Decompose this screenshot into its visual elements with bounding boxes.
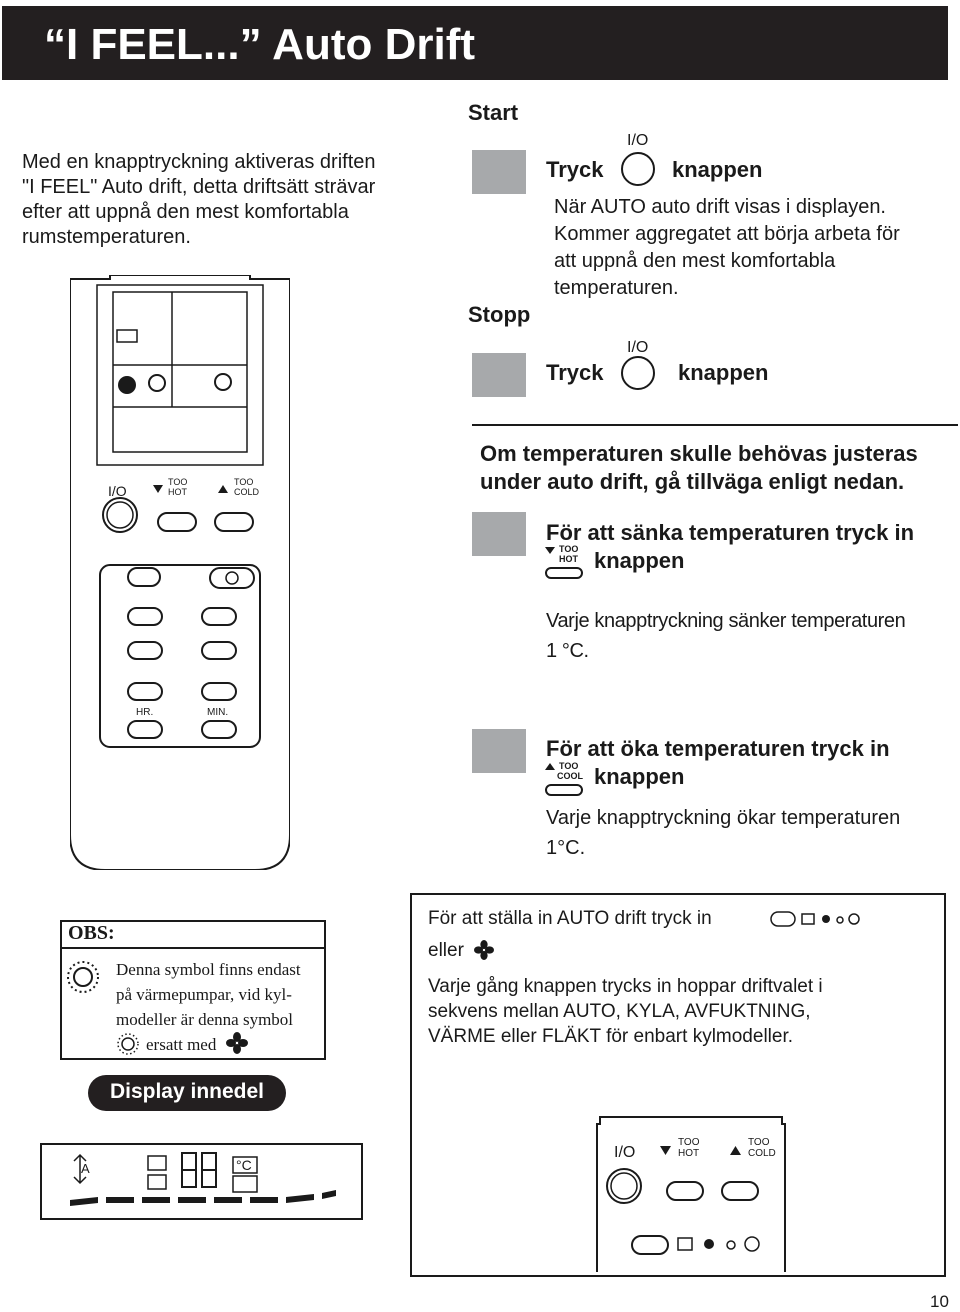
fan-icon [474,940,494,960]
adjust-line: Om temperaturen skulle behövas justeras [480,441,918,466]
raise-description [546,803,900,863]
start-heading: Start [468,100,519,125]
icon-text: TOO [559,761,579,771]
io-label: I/O [627,339,649,356]
remote-min-label: MIN. [207,707,229,718]
adjust-text [480,440,918,496]
desc-line: När AUTO auto drift visas i displayen. [554,196,886,218]
heat-sun-icon [66,960,100,994]
lower-title: För att sänka temperaturen tryck in [546,520,915,545]
divider [472,424,958,426]
remote-too-label: TOO [234,477,254,487]
indoor-display [40,1143,363,1220]
mode-button-icon [770,908,862,930]
remote-control-illustration [70,275,290,870]
step-marker [472,512,526,556]
display-unit-label: °C [236,1157,252,1173]
page-number: 10 [930,1292,949,1311]
io-button-icon [621,152,655,186]
intro-text [22,150,376,250]
desc-line: 1°C. [546,837,586,859]
desc-line: Varje gång knappen trycks in hoppar driftvalet i [428,976,823,997]
desc-line: sekvens mellan AUTO, KYLA, AVFUKTNING, [428,1001,811,1022]
remote-too-label: TOO [678,1137,700,1148]
remote-io-label: I/O [108,483,127,499]
obs-line: modeller är denna symbol [116,1010,294,1029]
button-word: knappen [672,157,763,182]
remote-hot-label: HOT [678,1148,700,1159]
obs-line: ersatt med [146,1035,217,1054]
io-label: I/O [627,132,649,149]
remote-cold-label: COLD [234,487,260,497]
desc-line: Kommer aggregatet att börja arbeta för [554,223,900,245]
desc-line: VÄRME eller FLÄKT för enbart kylmodeller. [428,1026,794,1047]
obs-divider [60,947,326,949]
step-marker [472,150,526,194]
raise-title: För att öka temperaturen tryck in [546,736,890,761]
remote-hr-label: HR. [136,707,154,718]
desc-line: temperaturen. [554,277,679,299]
remote-too-label: TOO [748,1137,770,1148]
intro-line: rumstemperaturen. [22,226,191,248]
display-auto-label: A [81,1161,90,1176]
auto-line2: eller [428,940,464,961]
obs-title: OBS: [68,922,115,944]
remote-io-label: I/O [614,1144,636,1161]
press-label: Tryck [546,157,604,182]
stop-heading: Stopp [468,302,531,327]
button-word: knappen [594,764,685,789]
io-button-icon [621,356,655,390]
auto-line1: För att ställa in AUTO drift tryck in [428,908,712,929]
too-cool-button-icon [545,762,585,796]
step-marker [472,729,526,773]
remote-excerpt [596,1116,786,1272]
icon-text: HOT [559,554,578,564]
remote-too-label: TOO [168,477,188,487]
icon-text: COOL [557,771,583,781]
fan-icon [226,1032,248,1054]
obs-line: på värmepumpar, vid kyl- [116,985,292,1004]
press-label: Tryck [546,360,604,385]
auto-description [428,974,823,1049]
remote-hot-label: HOT [168,487,187,497]
intro-line: Med en knapptryckning aktiveras driften [22,151,376,173]
desc-line: Varje knapptryckning ökar temperaturen [546,807,901,829]
too-hot-button-icon [545,545,585,579]
lower-description [546,606,905,666]
remote-cold-label: COLD [748,1148,776,1159]
desc-line: 1 °C. [546,640,589,662]
page-title: “I FEEL...” Auto Drift [44,20,475,69]
intro-line: "I FEEL" Auto drift, detta driftsätt strävar [22,176,376,198]
button-word: knappen [678,360,769,385]
heat-sun-icon [116,1032,140,1056]
icon-text: TOO [559,544,579,554]
desc-line: Varje knapptryckning sänker temperaturen [546,610,906,632]
step-marker [472,353,526,397]
obs-line: Denna symbol finns endast [116,960,301,979]
display-label: Display innedel [109,1080,265,1103]
adjust-line: under auto drift, gå tillväga enligt nedan. [480,469,905,494]
desc-line: att uppnå den mest komfortabla [554,250,836,272]
button-word: knappen [594,548,685,573]
start-description [554,194,900,302]
intro-line: efter att uppnå den mest komfortabla [22,201,349,223]
obs-text [116,957,301,1057]
